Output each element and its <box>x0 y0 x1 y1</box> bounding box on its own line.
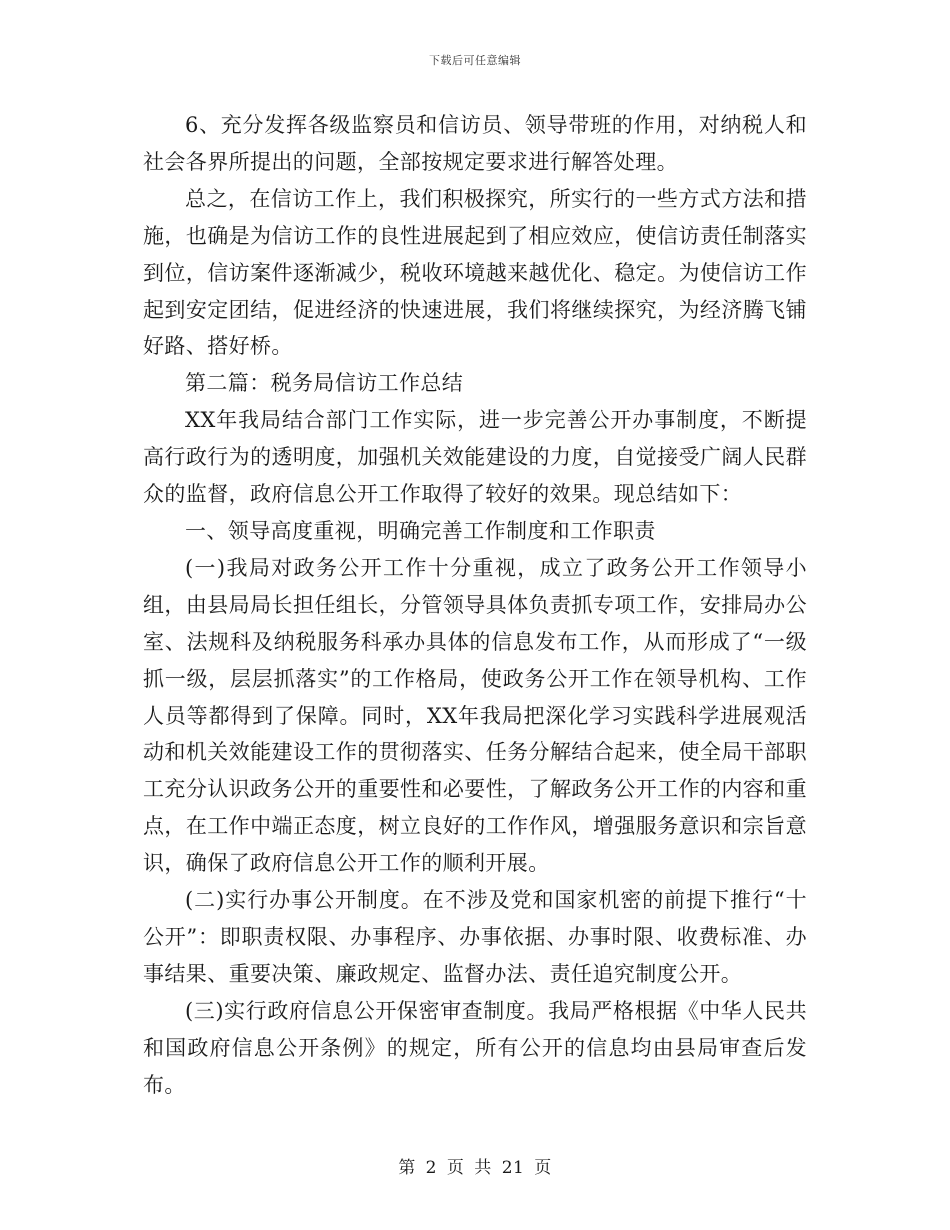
header-note: 下载后可任意编辑 <box>429 54 521 67</box>
paragraph-sub-1: (一)我局对政务公开工作十分重视，成立了政务公开工作领导小组，由县局局长担任组长，分管领导具体负责抓专项工作，安排局办公室、法规科及纳税服务科承办具体的信息发布工作，从而形成了“一级抓一级，层层抓落实”的工作格局，使政务公开工作在领导机构、工作人员等都得到了保障。同时，XX年我局把深化学习实践科学进展观活动和机关效能建设工作的贯彻落实、任务分解结合起来，使全局干部职工充分认识政务公开的重要性和必要性，了解政务公开工作的内容和重点，在工作中端正态度，树立良好的工作作风，增强服务意识和宗旨意识，确保了政府信息公开工作的顺利开展。 <box>143 555 807 876</box>
document-body <box>143 107 807 1103</box>
paragraph-summary: 总之，在信访工作上，我们积极探究，所实行的一些方式方法和措施，也确是为信访工作的良性进展起到了相应效应，使信访责任制落实到位，信访案件逐渐减少，税收环境越来越优化、稳定。为使信访工作起到安定团结，促进经济的快速进展，我们将继续探究，为经济腾飞铺好路、搭好桥。 <box>143 186 807 359</box>
paragraph-intro: XX年我局结合部门工作实际，进一步完善公开办事制度，不断提高行政行为的透明度，加强机关效能建设的力度，自觉接受广阔人民群众的监督，政府信息公开工作取得了较好的效果。现总结如下： <box>143 408 807 507</box>
section-title: 第二篇：税务局信访工作总结 <box>185 371 464 396</box>
page-number: 第 2 页 共 21 页 <box>398 1158 552 1178</box>
paragraph-sub-2: (二)实行办事公开制度。在不涉及党和国家机密的前提下推行“十公开”：即职责权限、办事程序、办事依据、办事时限、收费标准、办事结果、重要决策、廉政规定、监督办法、责任追究制度公开。 <box>143 888 807 986</box>
paragraph-sub-3: (三)实行政府信息公开保密审查制度。我局严格根据《中华人民共和国政府信息公开条例》的规定，所有公开的信息均由县局审查后发布。 <box>143 998 807 1097</box>
section-heading-1: 一、领导高度重视，明确完善工作制度和工作职责 <box>185 518 656 543</box>
paragraph-item-6: 6、充分发挥各级监察员和信访员、领导带班的作用，对纳税人和社会各界所提出的问题，全部按规定要求进行解答处理。 <box>143 113 807 174</box>
